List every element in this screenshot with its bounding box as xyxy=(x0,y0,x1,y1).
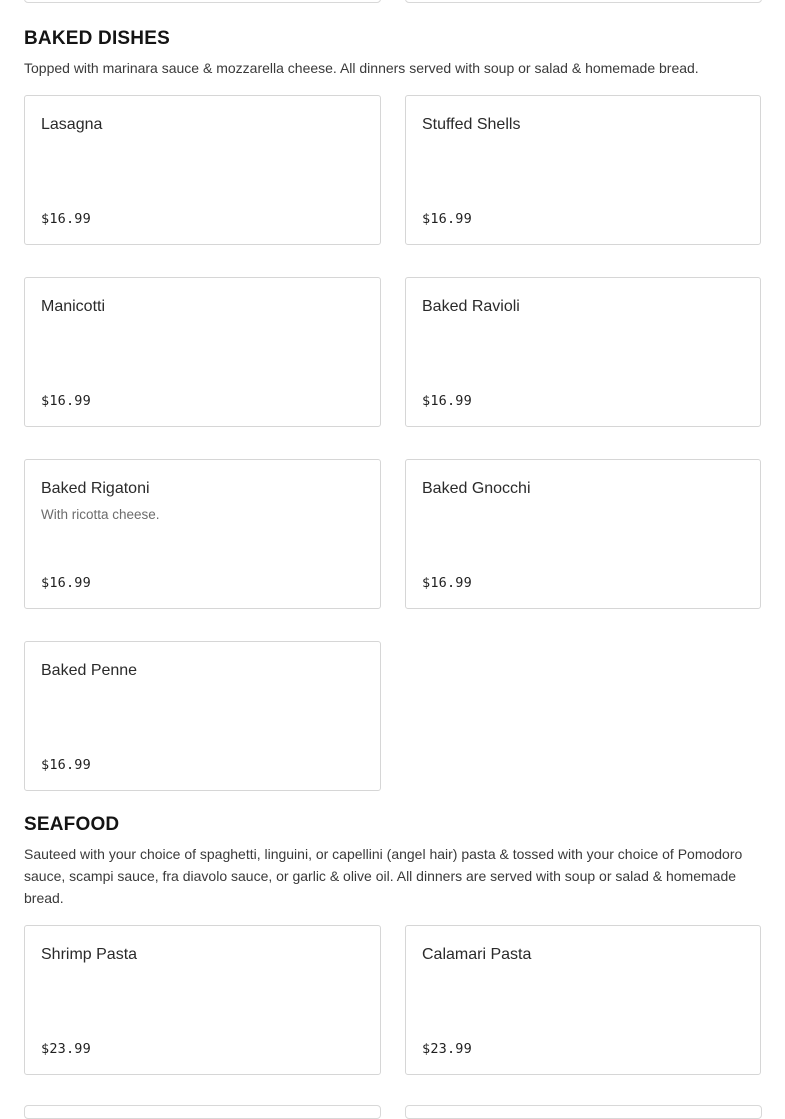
item-price: $16.99 xyxy=(422,211,472,227)
previous-section-cards xyxy=(24,0,761,3)
menu-section-seafood xyxy=(24,814,761,1075)
menu-section-baked-dishes xyxy=(24,28,761,791)
item-price: $23.99 xyxy=(41,1041,91,1057)
item-name: Baked Ravioli xyxy=(422,298,520,315)
item-price: $16.99 xyxy=(41,757,91,773)
menu-item-card[interactable] xyxy=(405,459,761,609)
section-description: Topped with marinara sauce & mozzarella cheese. All dinners served with soup or salad & homemade bread. xyxy=(24,60,699,76)
section-description: Sauteed with your choice of spaghetti, linguini, or capellini (angel hair) pasta & tossed with your choice of Pomodoro sauce, scampi sauce, fra diavolo sauce, or garlic & olive oil. All dinners are served with soup or salad & homemade bread. xyxy=(24,846,743,906)
item-name: Baked Gnocchi xyxy=(422,480,531,497)
menu-item-card[interactable] xyxy=(24,459,381,609)
menu-item-card[interactable] xyxy=(24,641,381,791)
item-price: $16.99 xyxy=(41,393,91,409)
menu-item-card[interactable] xyxy=(24,277,381,427)
item-price: $16.99 xyxy=(422,575,472,591)
item-name: Baked Rigatoni xyxy=(41,480,150,497)
item-name: Manicotti xyxy=(41,298,106,315)
menu-item-card[interactable] xyxy=(405,277,761,427)
item-name: Stuffed Shells xyxy=(422,116,521,133)
menu-item-card[interactable] xyxy=(405,925,761,1075)
menu-item-card[interactable] xyxy=(24,925,381,1075)
section-title: BAKED DISHES xyxy=(24,28,170,49)
item-price: $16.99 xyxy=(41,211,91,227)
item-price: $16.99 xyxy=(422,393,472,409)
section-title: SEAFOOD xyxy=(24,814,120,835)
item-name: Baked Penne xyxy=(41,662,138,679)
item-name: Shrimp Pasta xyxy=(41,946,138,963)
item-description: With ricotta cheese. xyxy=(41,507,160,522)
item-name: Calamari Pasta xyxy=(422,946,532,963)
item-price: $23.99 xyxy=(422,1041,472,1057)
menu-item-card[interactable] xyxy=(24,95,381,245)
menu-item-card[interactable] xyxy=(405,95,761,245)
menu-item-grid xyxy=(24,925,761,1075)
menu-item-card-partial[interactable] xyxy=(24,0,381,3)
menu-item-grid xyxy=(24,95,761,791)
item-price: $16.99 xyxy=(41,575,91,591)
item-name: Lasagna xyxy=(41,116,103,133)
menu-item-card-partial[interactable] xyxy=(405,0,762,3)
